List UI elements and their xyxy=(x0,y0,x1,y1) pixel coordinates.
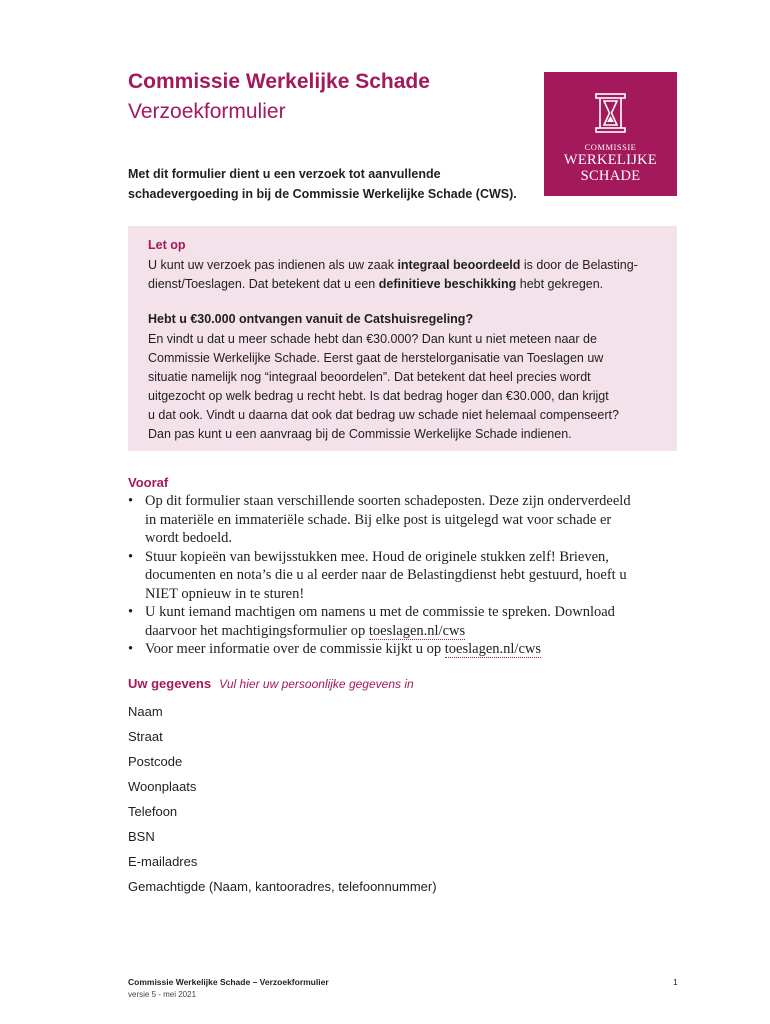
notice-line: Commissie Werkelijke Schade. Eerst gaat de herstelorganisatie van Toeslagen uw xyxy=(148,351,604,365)
field-straat[interactable]: Straat xyxy=(128,729,163,744)
hourglass-pillar-icon xyxy=(594,92,627,134)
list-line: in materiële en immateriële schade. Bij elke post is uitgelegd wat voor schade er xyxy=(145,511,612,528)
field-naam[interactable]: Naam xyxy=(128,704,163,719)
notice-line: En vindt u dat u meer schade hebt dan €30.000? Dan kunt u niet meteen naar de xyxy=(148,332,597,346)
intro-line-1: Met dit formulier dient u een verzoek tot aanvullende xyxy=(128,167,441,181)
toeslagen-cws-link[interactable]: toeslagen.nl/cws xyxy=(444,641,541,657)
gegevens-header xyxy=(128,676,414,691)
list-item xyxy=(128,492,677,548)
intro-text xyxy=(128,164,538,204)
page-number: 1 xyxy=(673,977,678,987)
list-item xyxy=(128,548,677,604)
toeslagen-cws-link[interactable]: toeslagen.nl/cws xyxy=(368,622,466,639)
footer-version: versie 5 - mei 2021 xyxy=(128,990,197,999)
list-line: documenten en nota’s die u al eerder naar de Belastingdienst hebt gestuurd, hoeft u xyxy=(145,567,627,583)
list-item xyxy=(128,640,677,659)
notice-emphasis: integraal beoordeeld xyxy=(397,258,521,272)
notice-box xyxy=(128,226,677,451)
notice-line: Dan pas kunt u een aanvraag bij de Commissie Werkelijke Schade indienen. xyxy=(148,427,572,441)
list-line: • U kunt iemand machtigen om namens u met de commissie te spreken. Download xyxy=(145,604,615,620)
gegevens-subheading: Vul hier uw persoonlijke gegevens in xyxy=(219,677,414,691)
list-line: • Stuur kopieën van bewijsstukken mee. Houd de originele stukken zelf! Brieven, xyxy=(145,548,609,565)
notice-text: hebt gekregen. xyxy=(516,277,604,291)
list-text: Voor meer informatie over de commissie kijkt u op xyxy=(145,641,445,657)
list-line: wordt bedoeld. xyxy=(145,530,232,546)
logo-line-1: COMMISSIE xyxy=(584,142,637,152)
notice-line: u dat ook. Vindt u daarna dat ook dat bedrag uw schade niet helemaal compenseert? xyxy=(148,408,619,422)
list-item xyxy=(128,603,677,640)
logo-line-2: WERKELIJKE xyxy=(563,152,658,168)
field-email[interactable]: E-mailadres xyxy=(128,854,198,869)
vooraf-list xyxy=(128,492,677,659)
notice-heading-2: Hebt u €30.000 ontvangen vanuit de Catshuisregeling? xyxy=(148,312,474,326)
logo-line-3: SCHADE xyxy=(580,168,641,184)
notice-text: is door de Belasting- xyxy=(520,258,638,272)
notice-line: situatie namelijk nog “integraal beoordelen”. Dat betekent dat heel precies wordt xyxy=(148,370,591,384)
notice-heading: Let op xyxy=(148,238,186,252)
notice-text: U kunt uw verzoek pas indienen als uw zaak xyxy=(148,258,398,272)
field-bsn[interactable]: BSN xyxy=(128,829,155,844)
notice-paragraph-2 xyxy=(148,330,663,444)
footer-title: Commissie Werkelijke Schade – Verzoekformulier xyxy=(128,977,329,987)
list-line xyxy=(145,622,677,641)
cws-logo xyxy=(544,72,677,196)
notice-emphasis: definitieve beschikking xyxy=(378,277,517,291)
document-title: Commissie Werkelijke Schade xyxy=(128,70,430,93)
notice-text: dienst/Toeslagen. Dat betekent dat u een xyxy=(148,277,379,291)
field-postcode[interactable]: Postcode xyxy=(128,754,183,769)
field-telefoon[interactable]: Telefoon xyxy=(128,804,178,819)
list-line xyxy=(145,640,677,659)
list-line: • Op dit formulier staan verschillende soorten schadeposten. Deze zijn onderverdeeld xyxy=(145,493,631,509)
list-text: daarvoor het machtigingsformulier op xyxy=(145,622,369,639)
notice-paragraph-1 xyxy=(148,256,663,294)
gegevens-heading: Uw gegevens xyxy=(128,676,212,691)
intro-line-2: schadevergoeding in bij de Commissie Werkelijke Schade (CWS). xyxy=(128,187,517,201)
form-fields xyxy=(128,704,437,904)
list-line: NIET opnieuw in te sturen! xyxy=(145,585,305,602)
field-gemachtigde[interactable]: Gemachtigde (Naam, kantooradres, telefoonnummer) xyxy=(128,879,437,894)
field-woonplaats[interactable]: Woonplaats xyxy=(128,779,197,794)
document-subtitle: Verzoekformulier xyxy=(128,100,286,123)
vooraf-heading: Vooraf xyxy=(128,475,169,490)
notice-line: uitgezocht op welk bedrag u recht hebt. Is dat bedrag hoger dan €30.000, dan krijgt xyxy=(148,389,609,403)
